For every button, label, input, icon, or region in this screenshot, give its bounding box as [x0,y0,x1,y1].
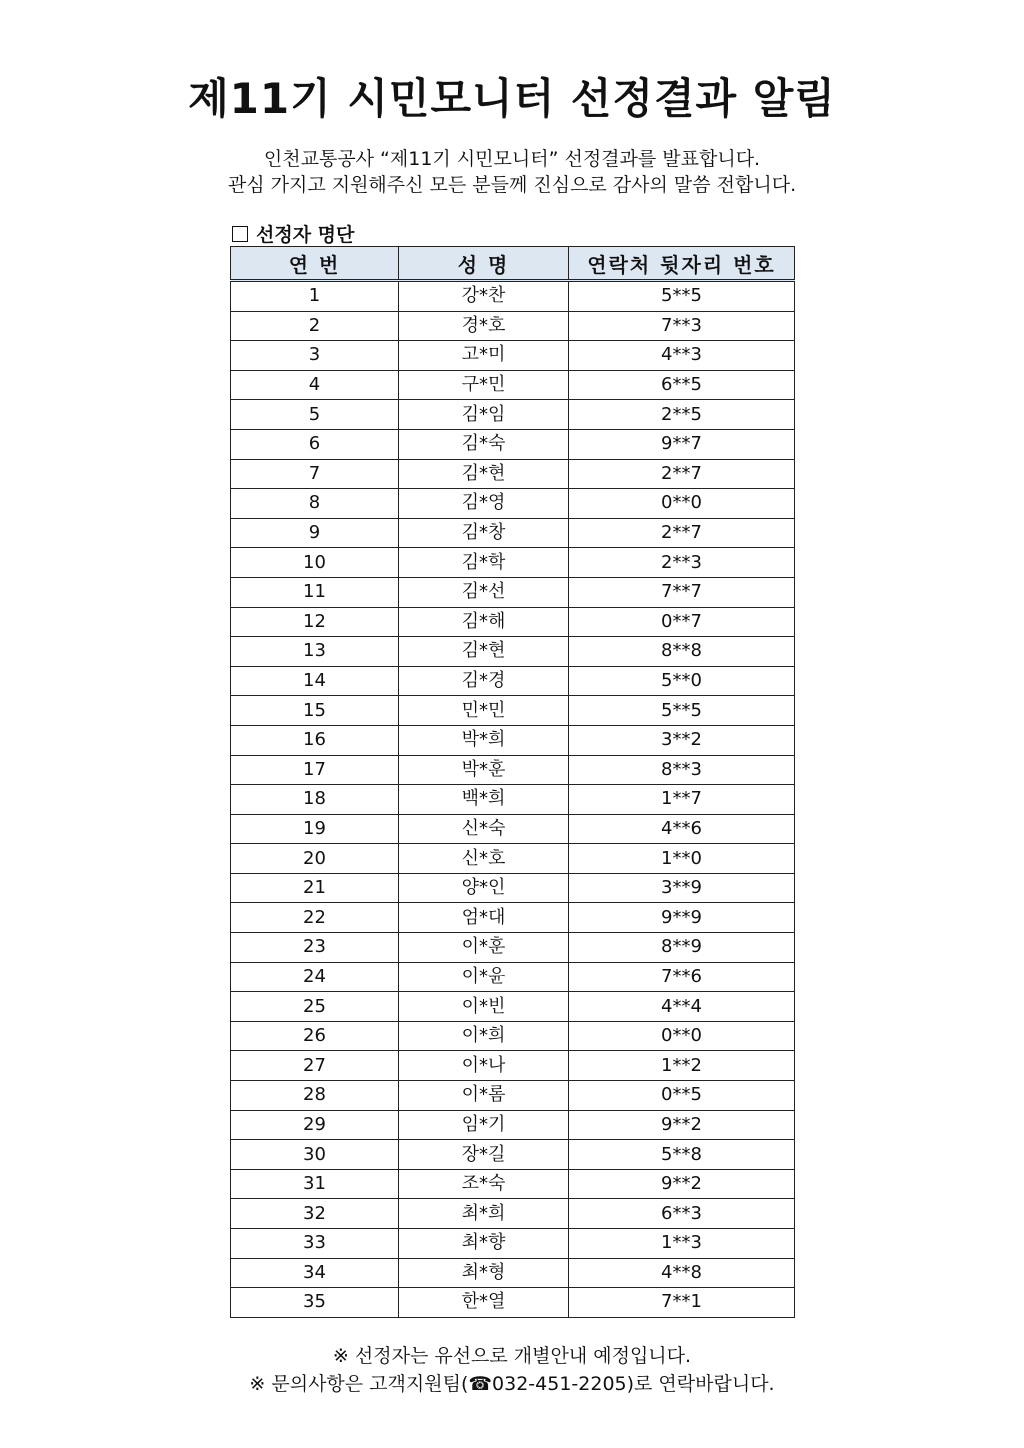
table-row [231,1199,795,1229]
cell-number: 11 [231,577,399,607]
cell-number: 6 [231,429,399,459]
table-row [231,577,795,607]
cell-number: 35 [231,1288,399,1318]
cell-number: 24 [231,962,399,992]
cell-number: 5 [231,400,399,430]
cell-name: 이*희 [399,1021,569,1051]
cell-phone-suffix: 0**0 [569,489,795,519]
cell-name: 백*희 [399,785,569,815]
table-row [231,637,795,667]
empty-checkbox-icon [232,226,248,242]
table-row [231,844,795,874]
cell-phone-suffix: 7**6 [569,962,795,992]
note-inquiry: ※ 문의사항은 고객지원팀(☎032-451-2205)로 연락바랍니다. [249,1373,775,1395]
cell-name: 강*찬 [399,281,569,312]
table-row [231,607,795,637]
cell-phone-suffix: 3**9 [569,873,795,903]
table-row [231,1169,795,1199]
cell-number: 32 [231,1199,399,1229]
table-row [231,873,795,903]
table-row [231,725,795,755]
cell-name: 이*롬 [399,1081,569,1111]
cell-name: 최*희 [399,1199,569,1229]
cell-number: 15 [231,696,399,726]
cell-phone-suffix: 2**3 [569,548,795,578]
cell-phone-suffix: 4**3 [569,341,795,371]
cell-number: 29 [231,1110,399,1140]
cell-phone-suffix: 4**6 [569,814,795,844]
cell-number: 14 [231,666,399,696]
header-number: 연 번 [231,247,399,281]
cell-number: 19 [231,814,399,844]
intro-line-2: 관심 가지고 지원해주신 모든 분들께 진심으로 감사의 말씀 전합니다. [227,174,797,196]
cell-number: 4 [231,370,399,400]
cell-name: 이*나 [399,1051,569,1081]
table-row [231,341,795,371]
cell-number: 3 [231,341,399,371]
table-row [231,281,795,312]
table-row [231,1021,795,1051]
cell-name: 김*해 [399,607,569,637]
cell-phone-suffix: 5**5 [569,281,795,312]
header-name: 성 명 [399,247,569,281]
table-header-row [231,247,795,281]
table-row [231,1110,795,1140]
cell-phone-suffix: 5**8 [569,1140,795,1170]
cell-phone-suffix: 8**8 [569,637,795,667]
cell-name: 박*훈 [399,755,569,785]
cell-name: 김*영 [399,489,569,519]
cell-phone-suffix: 1**0 [569,844,795,874]
cell-number: 27 [231,1051,399,1081]
cell-name: 엄*대 [399,903,569,933]
cell-number: 26 [231,1021,399,1051]
cell-name: 김*창 [399,518,569,548]
table-row [231,459,795,489]
cell-number: 22 [231,903,399,933]
cell-phone-suffix: 0**0 [569,1021,795,1051]
cell-number: 30 [231,1140,399,1170]
cell-phone-suffix: 2**7 [569,459,795,489]
table-row [231,785,795,815]
cell-phone-suffix: 5**0 [569,666,795,696]
cell-phone-suffix: 1**7 [569,785,795,815]
cell-phone-suffix: 9**7 [569,429,795,459]
cell-number: 20 [231,844,399,874]
table-row [231,489,795,519]
cell-name: 최*형 [399,1258,569,1288]
table-row [231,814,795,844]
table-row [231,755,795,785]
cell-phone-suffix: 1**3 [569,1229,795,1259]
table-row [231,1288,795,1318]
cell-phone-suffix: 5**5 [569,696,795,726]
cell-name: 구*민 [399,370,569,400]
cell-number: 9 [231,518,399,548]
table-row [231,962,795,992]
table-row [231,696,795,726]
page-title: 제11기 시민모니터 선정결과 알림 [188,74,836,123]
cell-phone-suffix: 7**1 [569,1288,795,1318]
cell-name: 이*윤 [399,962,569,992]
cell-name: 김*선 [399,577,569,607]
cell-number: 31 [231,1169,399,1199]
cell-name: 최*향 [399,1229,569,1259]
cell-phone-suffix: 8**3 [569,755,795,785]
cell-number: 13 [231,637,399,667]
cell-number: 10 [231,548,399,578]
cell-number: 18 [231,785,399,815]
cell-name: 김*숙 [399,429,569,459]
cell-number: 33 [231,1229,399,1259]
cell-number: 34 [231,1258,399,1288]
cell-name: 조*숙 [399,1169,569,1199]
cell-name: 이*훈 [399,933,569,963]
cell-phone-suffix: 1**2 [569,1051,795,1081]
cell-name: 양*인 [399,873,569,903]
cell-phone-suffix: 9**2 [569,1169,795,1199]
cell-phone-suffix: 4**4 [569,992,795,1022]
cell-name: 박*희 [399,725,569,755]
cell-name: 김*임 [399,400,569,430]
cell-number: 23 [231,933,399,963]
table-row [231,311,795,341]
table-row [231,933,795,963]
table-row [231,1051,795,1081]
table-row [231,400,795,430]
cell-number: 17 [231,755,399,785]
table-row [231,518,795,548]
cell-phone-suffix: 6**3 [569,1199,795,1229]
cell-phone-suffix: 9**2 [569,1110,795,1140]
table-row [231,903,795,933]
header-phone-suffix: 연락처 뒷자리 번호 [569,247,795,281]
cell-name: 김*학 [399,548,569,578]
table-row [231,666,795,696]
cell-phone-suffix: 9**9 [569,903,795,933]
cell-number: 28 [231,1081,399,1111]
cell-number: 8 [231,489,399,519]
cell-phone-suffix: 0**7 [569,607,795,637]
intro-line-1: 인천교통공사 “제11기 시민모니터” 선정결과를 발표합니다. [263,148,761,170]
cell-name: 한*열 [399,1288,569,1318]
table-body [231,281,795,1318]
cell-name: 장*길 [399,1140,569,1170]
cell-name: 고*미 [399,341,569,371]
table-row [231,1229,795,1259]
cell-name: 김*현 [399,637,569,667]
cell-phone-suffix: 2**7 [569,518,795,548]
table-row [231,1140,795,1170]
cell-phone-suffix: 4**8 [569,1258,795,1288]
table-row [231,992,795,1022]
table-row [231,429,795,459]
cell-number: 2 [231,311,399,341]
cell-name: 신*호 [399,844,569,874]
cell-phone-suffix: 0**5 [569,1081,795,1111]
footer-notes [0,1342,1024,1398]
cell-phone-suffix: 6**5 [569,370,795,400]
cell-name: 민*민 [399,696,569,726]
intro-text [0,146,1024,198]
cell-number: 1 [231,281,399,312]
cell-name: 김*현 [399,459,569,489]
cell-number: 25 [231,992,399,1022]
cell-phone-suffix: 8**9 [569,933,795,963]
cell-name: 김*경 [399,666,569,696]
cell-number: 21 [231,873,399,903]
cell-phone-suffix: 3**2 [569,725,795,755]
cell-number: 12 [231,607,399,637]
cell-name: 신*숙 [399,814,569,844]
cell-phone-suffix: 7**7 [569,577,795,607]
cell-number: 7 [231,459,399,489]
cell-number: 16 [231,725,399,755]
selection-table [230,246,795,1318]
cell-phone-suffix: 2**5 [569,400,795,430]
cell-phone-suffix: 7**3 [569,311,795,341]
table-row [231,1258,795,1288]
section-heading [232,220,354,247]
table-row [231,1081,795,1111]
cell-name: 경*호 [399,311,569,341]
cell-name: 임*기 [399,1110,569,1140]
note-contact-method: ※ 선정자는 유선으로 개별안내 예정입니다. [332,1345,692,1367]
section-heading-label: 선정자 명단 [256,224,355,246]
table-row [231,370,795,400]
table-row [231,548,795,578]
cell-name: 이*빈 [399,992,569,1022]
